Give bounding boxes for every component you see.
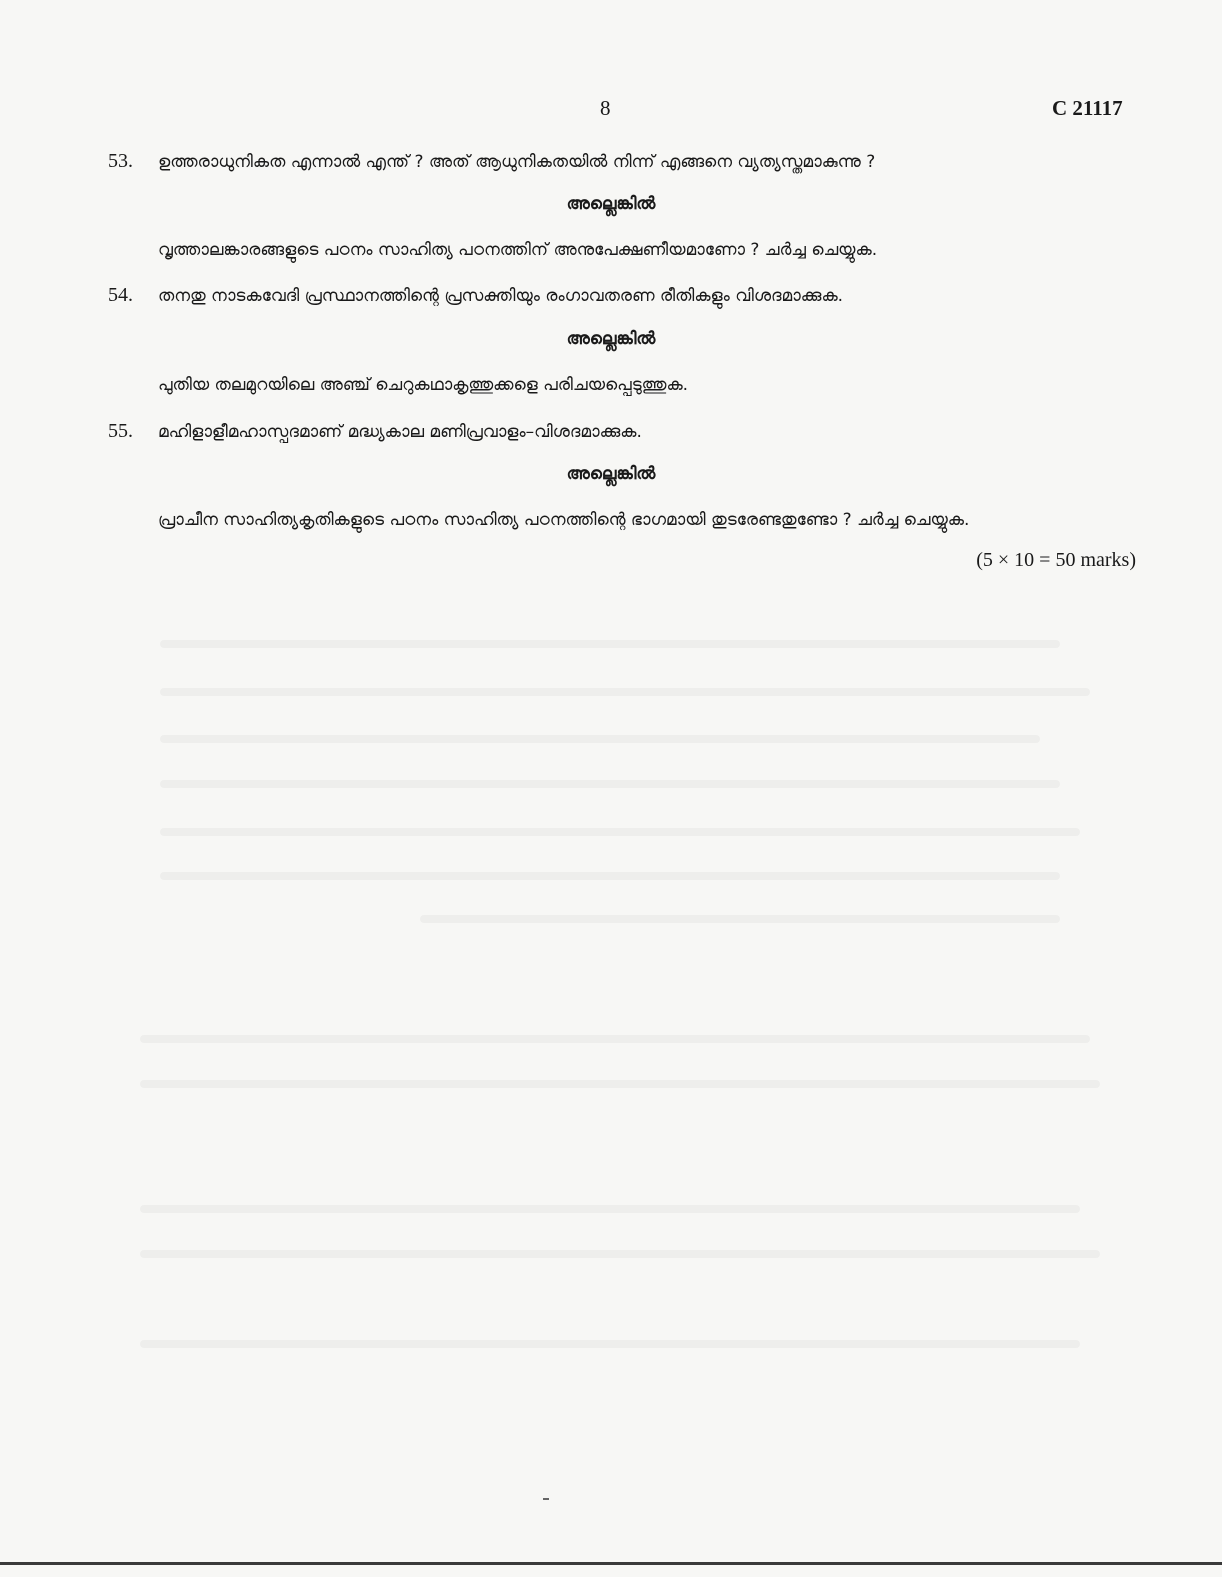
- show-through-line: [140, 1250, 1100, 1258]
- show-through-line: [140, 1340, 1080, 1348]
- alternative-question-text: പുതിയ തലമുറയിലെ അഞ്ച് ചെറുകഥാകൃത്തുക്കളെ പരിചയപ്പെടുത്തുക.: [158, 375, 689, 395]
- marks-allocation: (5 × 10 = 50 marks): [976, 549, 1136, 571]
- show-through-line: [160, 780, 1060, 788]
- show-through-line: [160, 872, 1060, 880]
- show-through-line: [420, 915, 1060, 923]
- question-text: തനതു നാടകവേദി പ്രസ്ഥാനത്തിന്റെ പ്രസക്തിയും രംഗാവതരണ രീതികളും വിശദമാക്കുക.: [158, 286, 844, 306]
- show-through-line: [160, 735, 1040, 743]
- show-through-line: [160, 640, 1060, 648]
- paper-code: C 21117: [1052, 96, 1123, 120]
- page-bottom-edge: [0, 1562, 1222, 1565]
- alternative-question-text: പ്രാചീന സാഹിത്യകൃതികളുടെ പഠനം സാഹിത്യ പഠനത്തിന്റെ ഭാഗമായി തുടരേണ്ടതുണ്ടോ ? ചർച്ച ചെയ്യുക.: [158, 510, 970, 530]
- show-through-line: [160, 688, 1090, 696]
- page-dot: [543, 1498, 549, 1500]
- show-through-line: [140, 1205, 1080, 1213]
- or-label: അല്ലെങ്കിൽ: [566, 194, 656, 214]
- show-through-line: [160, 828, 1080, 836]
- question-text: മഹിളാളീമഹാസ്പദമാണ് മദ്ധ്യകാല മണിപ്രവാളം–വിശദമാക്കുക.: [158, 422, 642, 442]
- or-label: അല്ലെങ്കിൽ: [566, 464, 656, 484]
- question-number: 55.: [108, 420, 133, 442]
- question-text: ഉത്തരാധുനികത എന്നാൽ എന്ത് ? അത് ആധുനികതയിൽ നിന്ന് എങ്ങനെ വ്യത്യസ്തമാകുന്നു ?: [158, 152, 876, 172]
- question-number: 53.: [108, 150, 133, 172]
- alternative-question-text: വൃത്താലങ്കാരങ്ങളുടെ പഠനം സാഹിത്യ പഠനത്തിന് അനുപേക്ഷണീയമാണോ ? ചർച്ച ചെയ്യുക.: [158, 240, 878, 260]
- or-label: അല്ലെങ്കിൽ: [566, 329, 656, 349]
- question-number: 54.: [108, 284, 133, 306]
- show-through-line: [140, 1035, 1090, 1043]
- show-through-line: [140, 1080, 1100, 1088]
- page-number: 8: [600, 96, 611, 120]
